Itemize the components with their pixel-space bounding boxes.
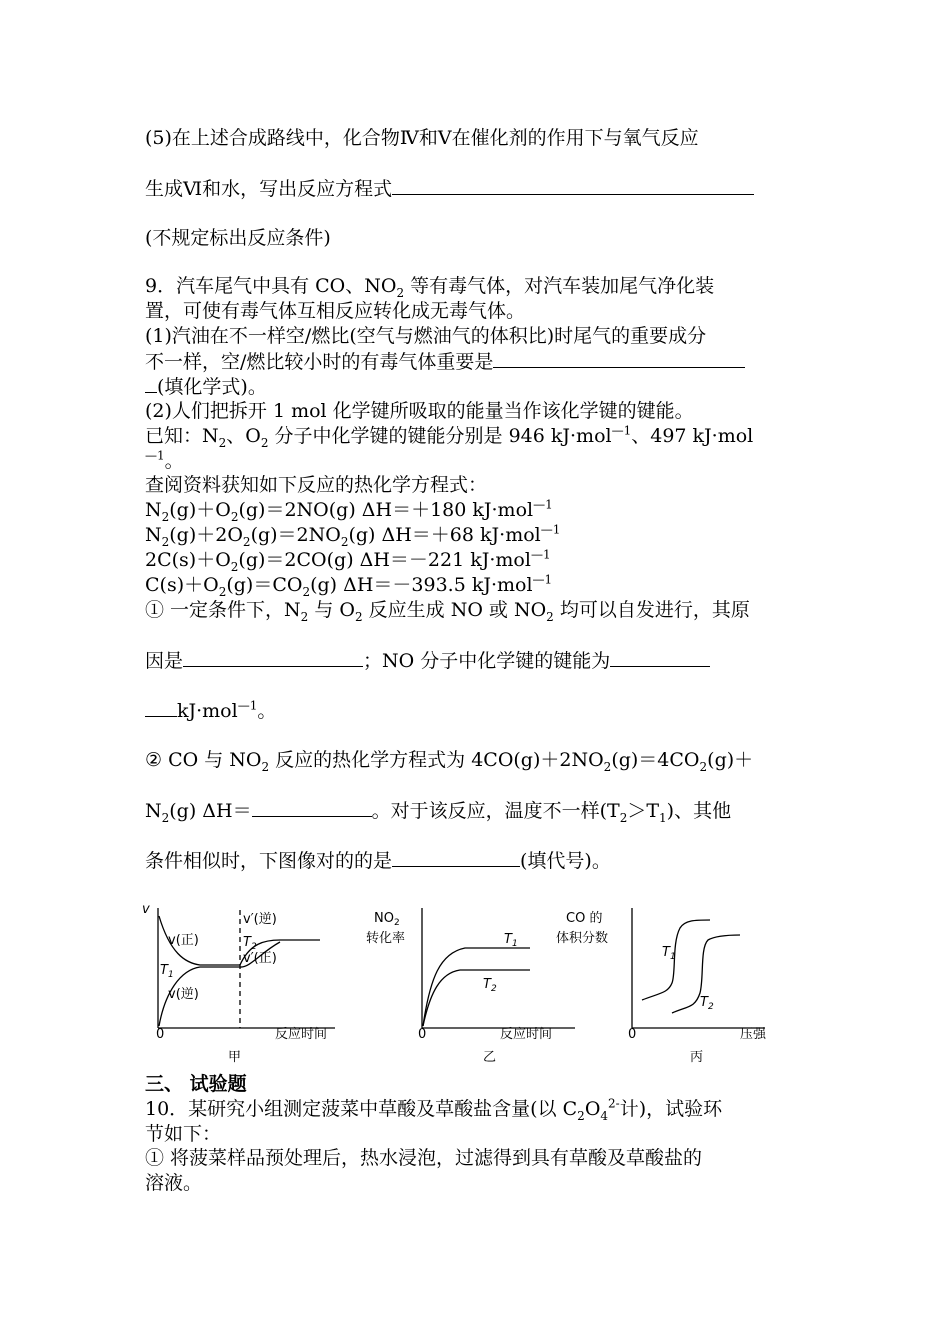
- fig1-t2-label: $T_2$: [243, 935, 257, 952]
- fig3-caption: 丙: [690, 1050, 704, 1065]
- q9-p2-line1: (2)人们把拆开 1 mol 化学键所吸取的能量当作该化学键的键能。: [145, 400, 694, 422]
- answer-blank[interactable]: [392, 176, 754, 195]
- answer-blank[interactable]: [145, 374, 157, 393]
- figure-bing: [632, 908, 765, 1028]
- fig3-ylabel-2: 体积分数: [556, 931, 609, 946]
- equation-2: $N_2(g)+2O_2(g)=2NO_2(g)$ ΔH＝＋68 kJ·mol$^{—1}$: [145, 522, 561, 549]
- q9-c1-line1: ① 一定条件下，$N_2$ 与 $O_2$ 反应生成 NO 或 $NO_2$ 均可以自发进行，其原: [145, 599, 750, 624]
- equation-3: $2C(s)+O_2(g)=2CO(g)$ ΔH＝－221 kJ·mol$^{—1}$: [145, 547, 551, 574]
- answer-blank[interactable]: [610, 648, 710, 667]
- fig2-xlabel: 反应时间: [500, 1027, 553, 1042]
- answer-blank[interactable]: [183, 648, 363, 667]
- answer-blank[interactable]: [392, 848, 520, 867]
- q10-line1: 10．某研究小组测定菠菜中草酸及草酸盐含量(以 $C_2O_4^{2-}$计)，试验环: [145, 1096, 723, 1123]
- fig2-t2-label: $T_2$: [483, 977, 497, 994]
- q9-c1-line2: 因是 ；NO 分子中化学键的键能为: [145, 648, 710, 673]
- fig1-curve-reverse-label: v(逆): [168, 987, 199, 1002]
- q10-line4: 溶液。: [145, 1172, 203, 1194]
- fig2-origin: 0: [418, 1027, 427, 1042]
- fig3-origin: 0: [628, 1027, 637, 1042]
- fig3-xlabel: 压强: [740, 1027, 767, 1042]
- q10-line2: 节如下：: [145, 1123, 222, 1145]
- q8-part5-line2: 生成Ⅵ和水，写出反应方程式: [145, 176, 754, 201]
- q9-c2-line2: $N_2(g)$ ΔH＝ 。对于该反应，温度不一样$(T_2>T_1)$、其他: [145, 800, 732, 825]
- q9-p1-line3: (填化学式)。: [145, 374, 267, 399]
- q8-part5-line3: (不规定标出反应条件): [145, 227, 331, 249]
- fig1-xlabel: 反应时间: [275, 1027, 328, 1042]
- section-heading: 三、 试验题: [145, 1073, 247, 1095]
- answer-blank[interactable]: [493, 349, 745, 368]
- figure-yi: [422, 908, 575, 1028]
- fig2-t1-label: $T_1$: [504, 932, 518, 949]
- equation-4: $C(s)+O_2(g)=CO_2(g)$ ΔH＝－393.5 kJ·mol$^{—1}$: [145, 572, 553, 599]
- fig3-t2-label: $T_2$: [700, 995, 714, 1012]
- fig1-curve-reverse-prime-label: v′(逆): [243, 912, 277, 927]
- q9-line1: 9．汽车尾气中具有 CO、$NO_2$ 等有毒气体，对汽车装加尾气净化装: [145, 275, 715, 300]
- q9-p2-line3: $^{—1}$。: [145, 448, 184, 472]
- q9-c2-line3: 条件相似时，下图像对的的是 (填代号)。: [145, 850, 611, 872]
- fig1-caption: 甲: [228, 1050, 242, 1065]
- fig2-caption: 乙: [483, 1050, 497, 1065]
- q10-line3: ① 将菠菜样品预处理后，热水浸泡，过滤得到具有草酸及草酸盐的: [145, 1147, 703, 1169]
- q8-part5-line1: (5)在上述合成路线中，化合物Ⅳ和Ⅴ在催化剂的作用下与氧气反应: [145, 127, 699, 149]
- q9-c2-line1: ② CO 与 $NO_2$ 反应的热化学方程式为 $4CO(g)+2NO_2(g)=4CO_2(g)+$: [145, 749, 754, 774]
- fig3-ylabel-1: CO 的: [566, 911, 603, 926]
- curve-t1: [642, 920, 710, 1000]
- fig1-ylabel: v: [142, 902, 150, 917]
- answer-blank[interactable]: [145, 698, 177, 717]
- answer-blank[interactable]: [252, 798, 372, 817]
- q9-p2-line2: 已知：$N_2$、$O_2$ 分子中化学键的键能分别是 946 kJ·mol$^{—1}$、497 kJ·mol: [145, 423, 754, 450]
- equation-1: $N_2(g)+O_2(g)=2NO(g)$ ΔH＝＋180 kJ·mol$^{—1}$: [145, 497, 553, 524]
- q9-p2-line4: 查阅资料获知如下反应的热化学方程式：: [145, 474, 488, 496]
- graph-figures: [140, 898, 800, 1073]
- fig3-t1-label: $T_1$: [662, 945, 676, 962]
- q9-line2: 置，可使有毒气体互相反应转化成无毒气体。: [145, 300, 526, 322]
- fig1-origin: 0: [156, 1027, 165, 1042]
- fig1-curve-forward-prime-label: v′(正): [243, 951, 277, 966]
- curve-t2: [423, 970, 530, 1026]
- fig2-ylabel-1: $NO_2$: [374, 911, 400, 928]
- curve-t1: [423, 948, 530, 1026]
- q9-p1-line1: (1)汽油在不一样空/燃比(空气与燃油气的体积比)时尾气的重要成分: [145, 325, 707, 347]
- fig2-ylabel-2: 转化率: [366, 931, 406, 946]
- fig1-curve-forward-label: v(正): [168, 933, 199, 948]
- fig1-t1-label: $T_1$: [160, 963, 174, 980]
- q9-p1-line2: 不一样，空/燃比较小时的有毒气体重要是: [145, 349, 745, 374]
- q9-c1-line3: kJ·mol$^{—1}$。: [145, 698, 276, 723]
